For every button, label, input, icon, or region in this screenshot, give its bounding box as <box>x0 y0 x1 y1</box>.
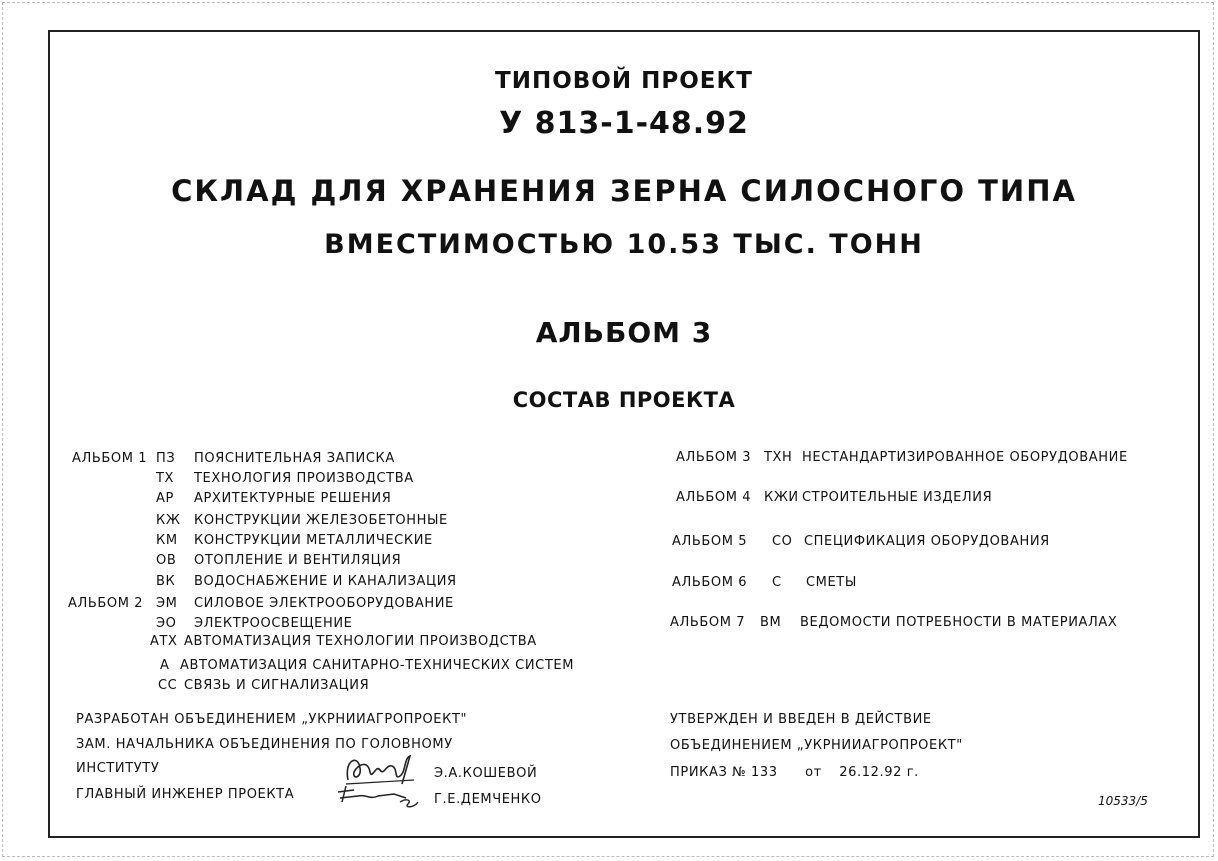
deputy-title-line-1: ЗАМ. НАЧАЛЬНИКА ОБЪЕДИНЕНИЯ ПО ГОЛОВНОМУ <box>76 737 453 752</box>
list-item: АЛЬБОМ 7 ВМ ВЕДОМОСТИ ПОТРЕБНОСТИ В МАТЕРИАЛАХ <box>670 615 1118 630</box>
deputy-title-line-2: ИНСТИТУТУ <box>76 761 160 776</box>
album-heading: АЛЬБОМ 3 <box>535 316 713 349</box>
composition-heading: СОСТАВ ПРОЕКТА <box>512 388 736 412</box>
chief-engineer-name: Г.Е.ДЕМЧЕНКО <box>434 792 542 807</box>
list-item: АЛЬБОМ 1 ПЗ ПОЯСНИТЕЛЬНАЯ ЗАПИСКА <box>72 451 395 466</box>
signature-demchenko <box>336 782 426 810</box>
title-sheet-frame <box>48 30 1200 838</box>
order-from: от <box>805 765 822 780</box>
list-item: АЛЬБОМ 4 КЖИ СТРОИТЕЛЬНЫЕ ИЗДЕЛИЯ <box>676 490 993 505</box>
list-item: ТХ ТЕХНОЛОГИЯ ПРОИЗВОДСТВА <box>156 471 414 486</box>
title-line-1: СКЛАД ДЛЯ ХРАНЕНИЯ ЗЕРНА СИЛОСНОГО ТИПА <box>171 174 1077 208</box>
list-item: ЭО ЭЛЕКТРООСВЕЩЕНИЕ <box>156 616 353 631</box>
approved-line-1: УТВЕРЖДЕН И ВВЕДЕН В ДЕЙСТВИЕ <box>670 712 932 727</box>
list-item: СС СВЯЗЬ И СИГНАЛИЗАЦИЯ <box>158 678 370 693</box>
developed-by: РАЗРАБОТАН ОБЪЕДИНЕНИЕМ „УКРНИИАГРОПРОЕКТ" <box>76 712 468 727</box>
project-series: ТИПОВОЙ ПРОЕКТ <box>495 68 753 94</box>
project-number: У 813-1-48.92 <box>499 106 749 141</box>
order-line <box>670 765 919 780</box>
approved-line-2: ОБЪЕДИНЕНИЕМ „УКРНИИАГРОПРОЕКТ" <box>670 738 963 753</box>
list-item: А АВТОМАТИЗАЦИЯ САНИТАРНО-ТЕХНИЧЕСКИХ СИСТЕМ <box>160 658 575 673</box>
list-item: КМ КОНСТРУКЦИИ МЕТАЛЛИЧЕСКИЕ <box>156 533 433 548</box>
list-item: ОВ ОТОПЛЕНИЕ И ВЕНТИЛЯЦИЯ <box>156 553 402 568</box>
order-date: 26.12.92 г. <box>839 765 919 780</box>
list-item: АЛЬБОМ 6 С СМЕТЫ <box>672 575 857 590</box>
order-label: ПРИКАЗ № <box>670 765 747 780</box>
list-item: АЛЬБОМ 2 ЭМ СИЛОВОЕ ЭЛЕКТРООБОРУДОВАНИЕ <box>68 596 454 611</box>
deputy-name: Э.А.КОШЕВОЙ <box>434 766 538 781</box>
inventory-number: 10533/5 <box>1098 794 1148 808</box>
order-number: 133 <box>750 765 778 780</box>
list-item: АТХ АВТОМАТИЗАЦИЯ ТЕХНОЛОГИИ ПРОИЗВОДСТВА <box>150 634 537 649</box>
list-item: КЖ КОНСТРУКЦИИ ЖЕЛЕЗОБЕТОННЫЕ <box>156 513 448 528</box>
list-item: АЛЬБОМ 5 СО СПЕЦИФИКАЦИЯ ОБОРУДОВАНИЯ <box>672 534 1050 549</box>
list-item: АЛЬБОМ 3 ТХН НЕСТАНДАРТИЗИРОВАННОЕ ОБОРУДОВАНИЕ <box>676 450 1128 465</box>
list-item: ВК ВОДОСНАБЖЕНИЕ И КАНАЛИЗАЦИЯ <box>156 574 457 589</box>
title-line-2: ВМЕСТИМОСТЬЮ 10.53 ТЫС. ТОНН <box>324 229 924 260</box>
chief-engineer-title: ГЛАВНЫЙ ИНЖЕНЕР ПРОЕКТА <box>76 787 295 802</box>
list-item: АР АРХИТЕКТУРНЫЕ РЕШЕНИЯ <box>156 491 392 506</box>
